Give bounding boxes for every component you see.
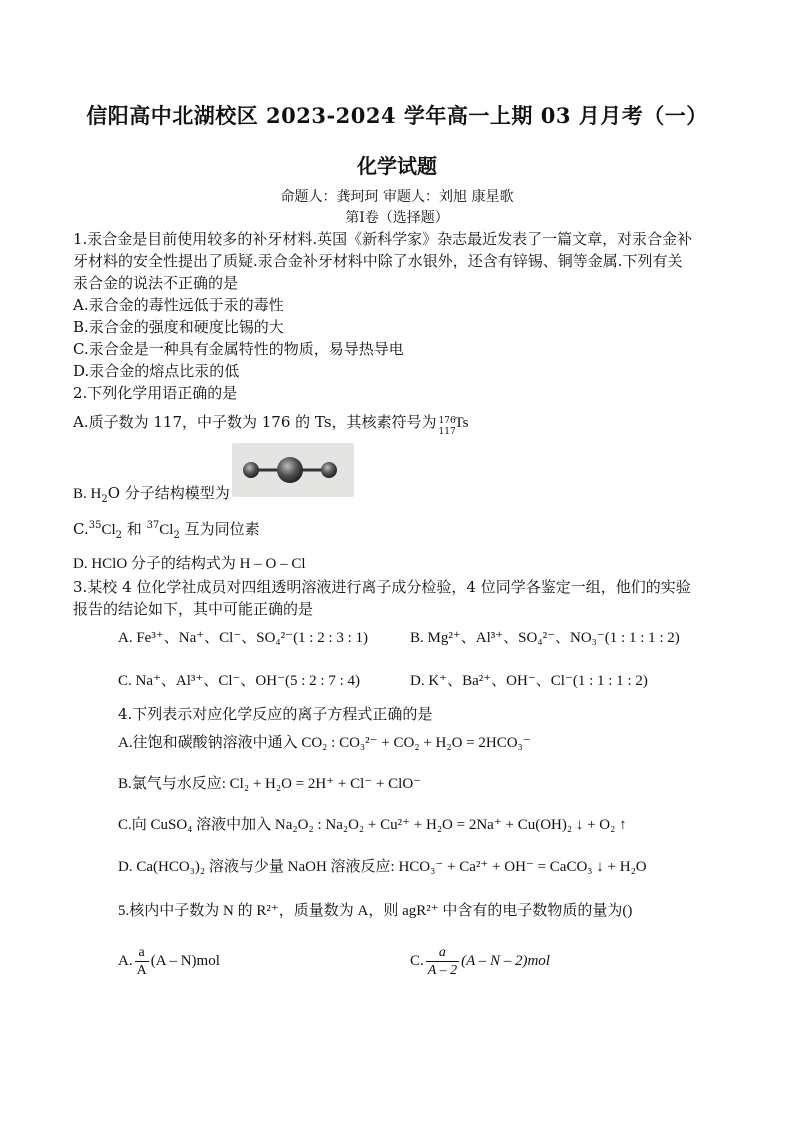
q2-c-mass2: 37 [146,520,160,531]
q2-c-mass1: 35 [88,520,102,531]
q1-stem-line1: 1.汞合金是目前使用较多的补牙材料.英国《新科学家》杂志最近发表了一篇文章，对汞合金补 [73,230,693,248]
q2-option-b [73,484,230,503]
q2-c-symbol2: Cl [159,522,174,538]
q5-a-label: A. [118,952,133,969]
exam-authors: 命题人：龚珂珂 审题人：刘旭 康星歌 [280,189,514,205]
q2-b-subscript: 2 [101,494,108,505]
q3-stem-line2: 报告的结论如下，其中可能正确的是 [73,600,314,618]
q2-b-prefix: B. H [73,486,102,502]
linear-molecule-model-icon [232,443,354,497]
q1-option-a: A.汞合金的毒性远低于汞的毒性 [73,296,284,314]
q5-a-fraction [135,944,149,979]
q2-option-d: D. HClO 分子的结构式为 H – O – Cl [73,556,306,572]
q4-option-b: B.氯气与水反应: Cl₂ + H₂O = 2H⁺ + Cl⁻ + ClO⁻ [118,776,422,792]
q1-option-d: D.汞合金的熔点比汞的低 [73,362,240,380]
q3-stem-line1: 3.某校 4 位化学社成员对四组透明溶液进行离子成分检验，4 位同学各鉴定一组，他们的实验 [73,578,691,596]
q2-option-a-text: A.质子数为 117，中子数为 176 的 Ts，其核素符号为 [73,413,437,431]
q5-stem: 5.核内中子数为 N 的 R²⁺，质量数为 A，则 agR²⁺ 中含有的电子数物质的量为() [118,903,633,919]
q4-option-d: D. Ca(HCO₃)₂ 溶液与少量 NaOH 溶液反应: HCO₃⁻ + Ca²⁺ + OH⁻ = CaCO₃ ↓ + H₂O [118,859,647,875]
nuclide-symbol [438,412,456,437]
q2-option-a [73,412,469,437]
q5-c-denominator: A – 2 [427,963,458,978]
q5-a-tail: (A – N)mol [150,952,220,969]
q5-c-fraction [426,944,459,979]
atomic-number: 117 [438,427,456,437]
q5-c-numerator: a [426,944,459,962]
q3-option-a: A. Fe³⁺、Na⁺、Cl⁻、SO₄²⁻(1 : 2 : 3 : 1) [118,630,369,646]
q5-option-c [410,944,550,979]
q2-c-suffix: 互为同位素 [179,520,260,538]
q3-option-c: C. Na⁺、Al³⁺、Cl⁻、OH⁻(5 : 2 : 7 : 4) [118,673,360,689]
exam-subject: 化学试题 [357,154,437,178]
q4-stem: 4.下列表示对应化学反应的离子方程式正确的是 [118,705,433,723]
q2-b-suffix: O 分子结构模型为 [107,484,230,502]
q1-stem-line3: 汞合金的说法不正确的是 [73,274,239,292]
mass-number: 176 [438,416,456,426]
q4-option-a: A.往饱和碳酸钠溶液中通入 CO₂ : CO₃²⁻ + CO₂ + H₂O = 2HCO₃⁻ [118,735,531,751]
q2-c-prefix: C. [73,520,89,538]
q2-c-symbol1: Cl [101,522,116,538]
q5-option-a [118,944,220,979]
q2-stem: 2.下列化学用语正确的是 [73,384,238,402]
molecule-model-image [232,443,354,497]
q5-a-denominator: A [136,963,147,978]
q2-option-c [73,520,260,539]
q3-option-d: D. K⁺、Ba²⁺、OH⁻、Cl⁻(1 : 1 : 1 : 2) [410,673,648,689]
q1-option-b: B.汞合金的强度和硬度比锡的大 [73,318,284,336]
q2-c-sub1: 2 [115,530,123,541]
q5-c-label: C. [410,952,424,969]
q1-option-c: C.汞合金是一种具有金属特性的物质，易导热导电 [73,340,404,358]
q1-stem-line2: 牙材料的安全性提出了质疑.汞合金补牙材料中除了水银外，还含有锌锡、铜等金属.下列有关 [73,252,683,270]
exam-title: 信阳高中北湖校区 2023-2024 学年高一上期 03 月月考（一） [86,103,708,128]
element-symbol: Ts [454,415,469,431]
q2-c-and: 和 [122,520,147,538]
q3-option-b: B. Mg²⁺、Al³⁺、SO₄²⁻、NO₃⁻(1 : 1 : 1 : 2) [410,630,680,646]
q2-c-sub2: 2 [173,530,180,541]
q4-option-c: C.向 CuSO₄ 溶液中加入 Na₂O₂ : Na₂O₂ + Cu²⁺ + H₂O = 2Na⁺ + Cu(OH)₂ ↓ + O₂ ↑ [118,817,627,833]
section-heading: 第Ⅰ卷（选择题） [345,210,449,226]
q5-c-tail: (A – N – 2)mol [461,952,550,969]
q5-a-numerator: a [135,944,149,962]
